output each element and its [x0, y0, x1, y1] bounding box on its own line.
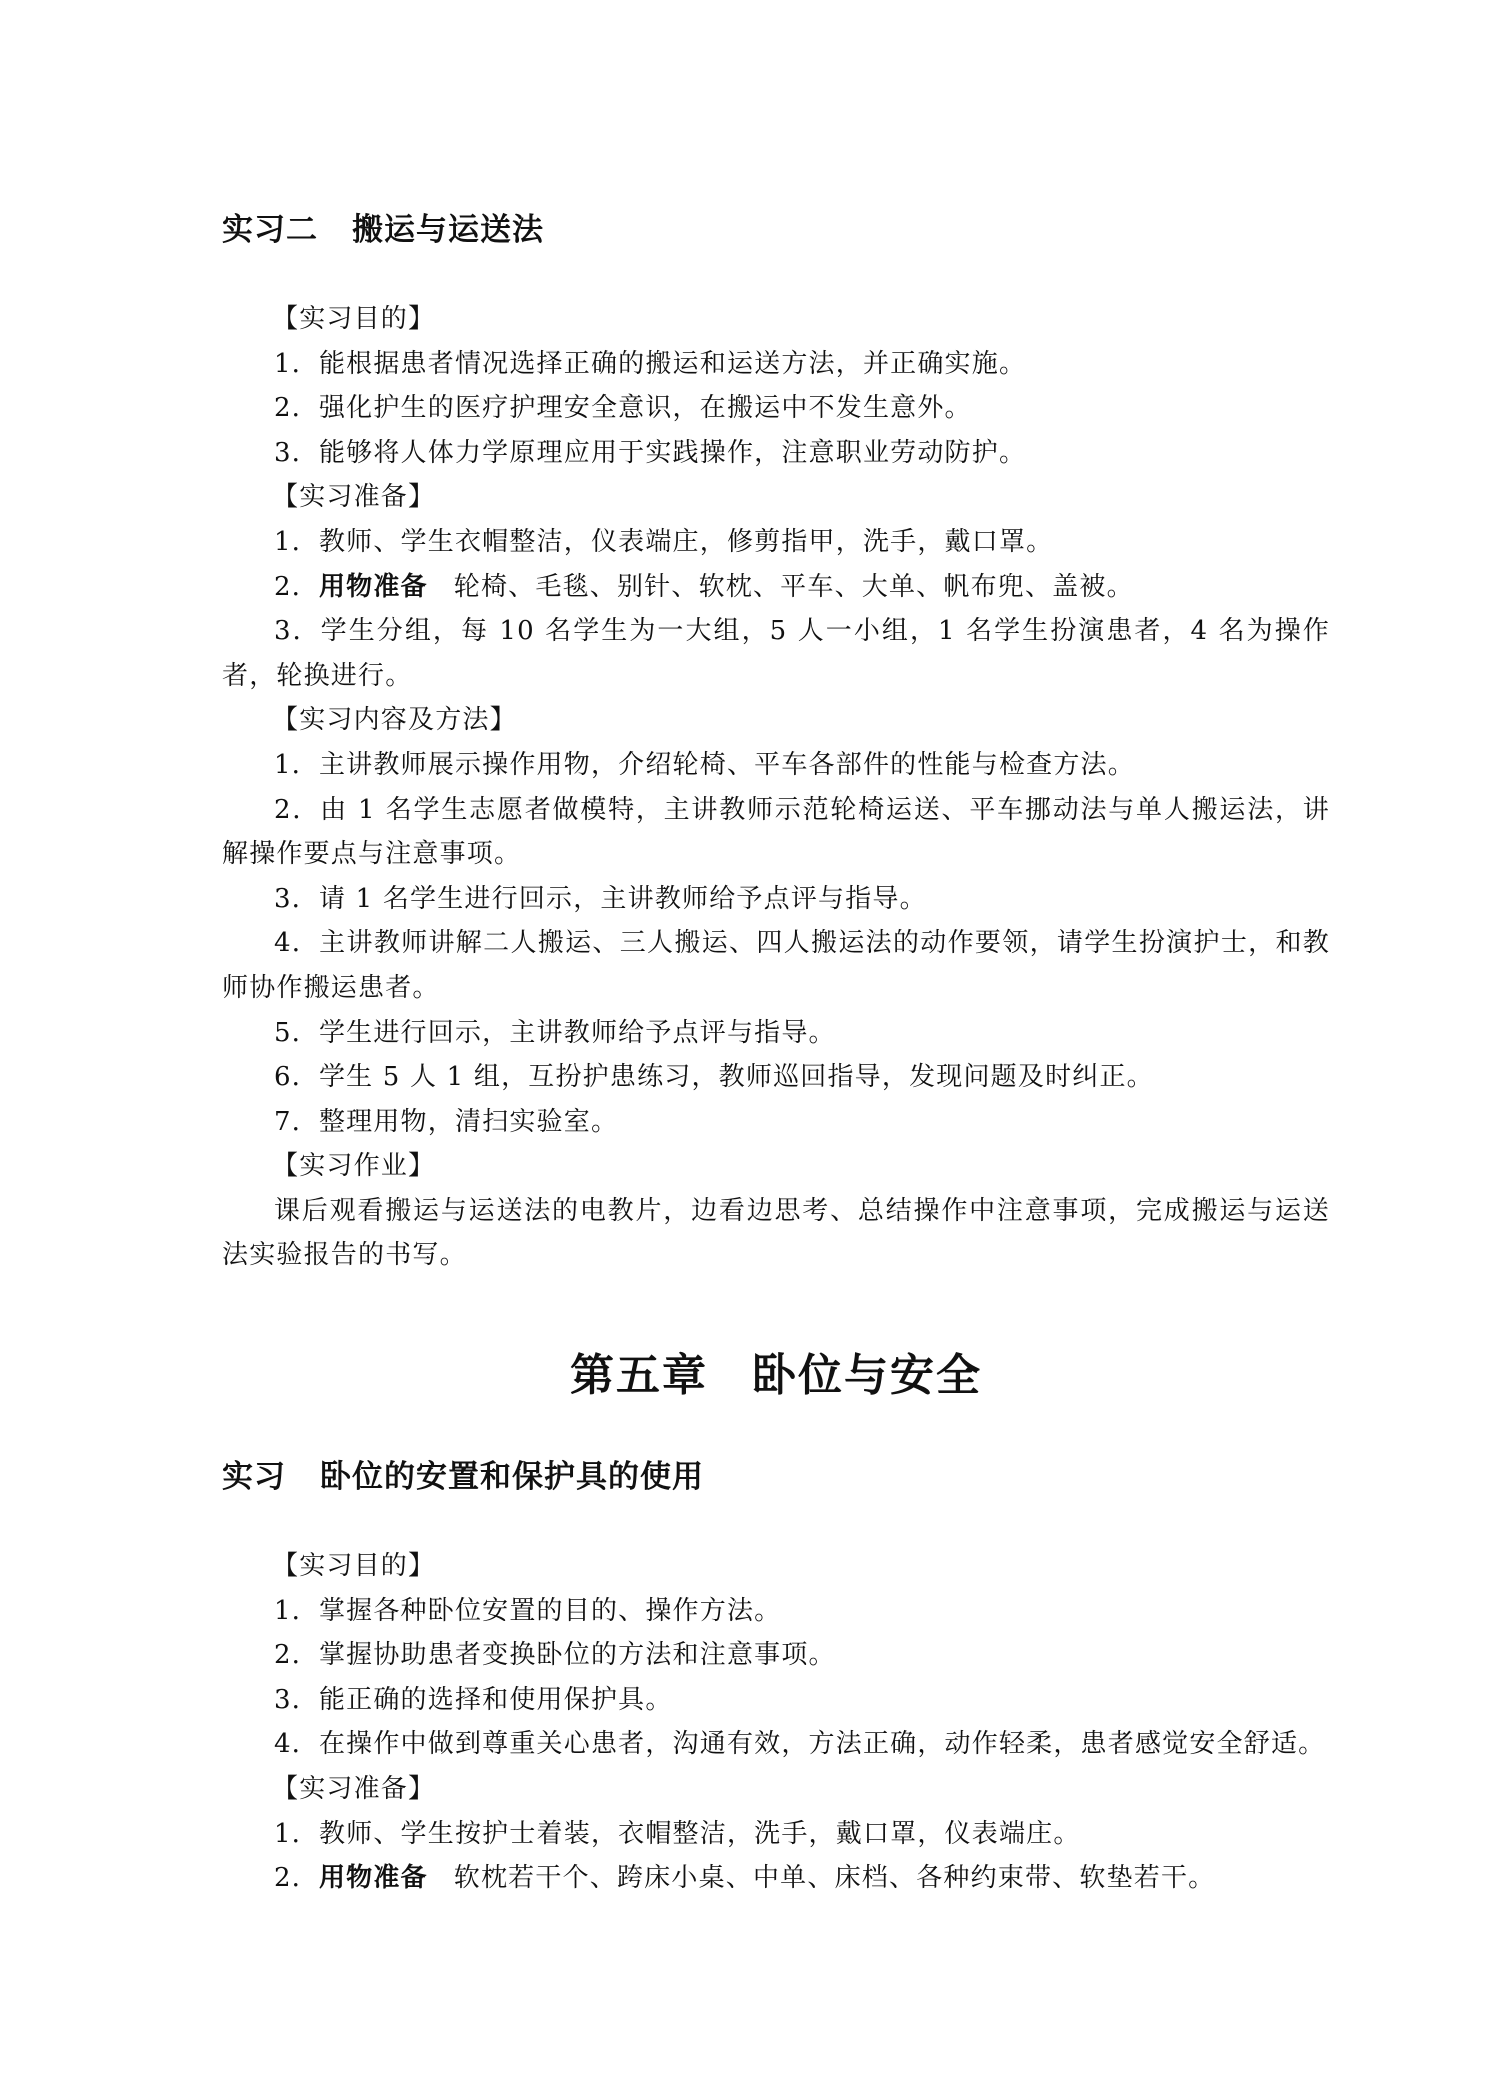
chapter-heading	[222, 1348, 1330, 1404]
prep-item	[222, 565, 1330, 610]
content-item: 7．整理用物，清扫实验室。	[274, 1106, 619, 1137]
content-item: 1．主讲教师展示操作用物，介绍轮椅、平车各部件的性能与检查方法。	[274, 749, 1135, 780]
content-item: 4．主讲教师讲解二人搬运、三人搬运、四人搬运法的动作要领，请学生扮演护士，和教师协作搬运患者。	[222, 928, 1330, 1003]
section-title: 搬运与运送法	[352, 212, 544, 248]
section-title: 卧位的安置和保护具的使用	[320, 1459, 704, 1496]
prep-label: 【实习准备】	[272, 482, 436, 513]
homework-label: 【实习作业】	[272, 1151, 436, 1182]
objective-label: 【实习目的】	[272, 1551, 436, 1582]
prep-item-text: 软枕若干个、跨床小桌、中单、床档、各种约束带、软垫若干。	[453, 1863, 1216, 1894]
objective-item: 3．能够将人体力学原理应用于实践操作，注意职业劳动防护。	[274, 437, 1027, 468]
prep-item-text: 轮椅、毛毯、别针、软枕、平车、大单、帆布兜、盖被。	[453, 571, 1134, 602]
section-body	[222, 1544, 1330, 1901]
prep-item-number: 2．	[274, 571, 319, 602]
prep-item-keyword: 用物准备	[318, 571, 428, 602]
section-number: 实习	[222, 1459, 286, 1496]
prep-item-number: 2．	[274, 1863, 319, 1894]
chapter-title: 卧位与安全	[752, 1350, 982, 1402]
content-label: 【实习内容及方法】	[272, 705, 517, 736]
prep-item	[222, 1856, 1330, 1901]
chapter-number: 第五章	[570, 1350, 708, 1402]
content-item: 5．学生进行回示，主讲教师给予点评与指导。	[274, 1017, 836, 1048]
prep-item: 1．教师、学生按护士着装，衣帽整洁，洗手，戴口罩，仪表端庄。	[274, 1818, 1081, 1849]
section-heading	[222, 1457, 1330, 1497]
prep-item-keyword: 用物准备	[318, 1863, 428, 1894]
prep-item: 3．学生分组，每 10 名学生为一大组，5 人一小组，1 名学生扮演患者，4 名为操作者，轮换进行。	[222, 616, 1330, 691]
objective-item: 2．掌握协助患者变换卧位的方法和注意事项。	[274, 1640, 836, 1671]
prep-item: 1．教师、学生衣帽整洁，仪表端庄，修剪指甲，洗手，戴口罩。	[274, 526, 1054, 557]
page-content	[222, 210, 1330, 1901]
objective-item: 3．能正确的选择和使用保护具。	[274, 1684, 673, 1715]
objective-item: 1．能根据患者情况选择正确的搬运和运送方法，并正确实施。	[274, 348, 1027, 379]
homework-text: 课后观看搬运与运送法的电教片，边看边思考、总结操作中注意事项，完成搬运与运送法实验报告的书写。	[222, 1195, 1330, 1271]
section-number: 实习二	[222, 212, 318, 248]
prep-label: 【实习准备】	[272, 1774, 436, 1805]
content-item: 6．学生 5 人 1 组，互扮护患练习，教师巡回指导，发现问题及时纠正。	[274, 1062, 1154, 1093]
objective-item: 1．掌握各种卧位安置的目的、操作方法。	[274, 1595, 782, 1626]
content-item: 2．由 1 名学生志愿者做模特，主讲教师示范轮椅运送、平车挪动法与单人搬运法，讲解操作要点与注意事项。	[222, 794, 1330, 870]
objective-item: 4．在操作中做到尊重关心患者，沟通有效，方法正确，动作轻柔，患者感觉安全舒适。	[274, 1729, 1326, 1760]
section-heading	[222, 210, 1330, 250]
objective-item: 2．强化护生的医疗护理安全意识，在搬运中不发生意外。	[274, 393, 972, 424]
section-body	[222, 297, 1330, 1278]
content-item: 3．请 1 名学生进行回示，主讲教师给予点评与指导。	[274, 883, 927, 914]
objective-label: 【实习目的】	[272, 304, 436, 334]
